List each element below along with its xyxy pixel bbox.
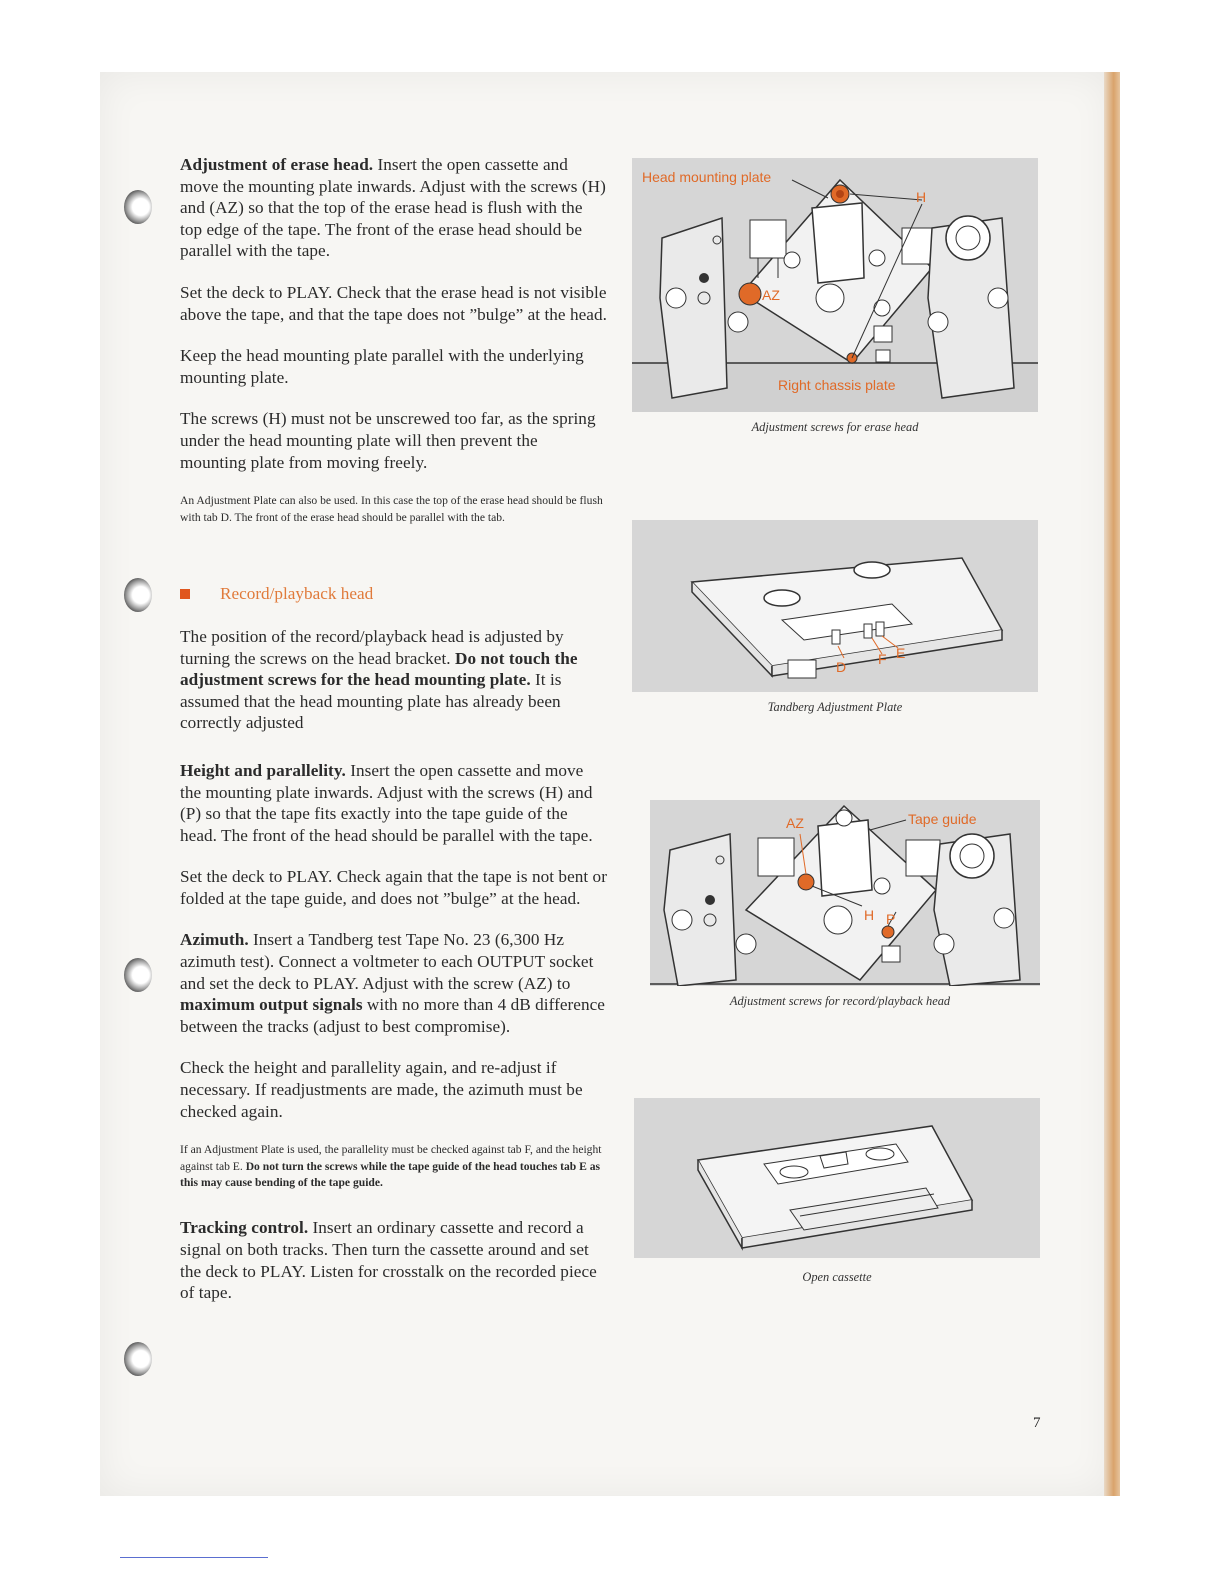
fig3-caption: Adjustment screws for record/playback head (729, 994, 951, 1008)
azimuth-paragraph: Azimuth. Insert a Tandberg test Tape No. 23 (6,300 Hz azimuth test). Connect a voltmeter to each OUTPUT socket and set the deck to PLAY. Adjust with the screw (AZ) to maximum output signals with no more than 4 dB difference between the tracks (adjust to best compromise). (180, 930, 605, 1036)
adjustment-plate-figure (632, 520, 1038, 692)
binder-hole (124, 578, 152, 612)
plate-note: An Adjustment Plate can also be used. In this case the top of the erase head should be flush with tab D. The front of the erase head should be parallel with the tab. (180, 494, 603, 524)
record-head-figure (650, 800, 1040, 986)
fig4-caption: Open cassette (802, 1270, 872, 1284)
bullet-square-icon (180, 589, 190, 599)
section-heading: Record/playback head (180, 584, 608, 604)
label-f: F (878, 651, 887, 667)
text-column (180, 154, 608, 1324)
binder-hole (124, 958, 152, 992)
play-check-paragraph: Set the deck to PLAY. Check that the erase head is not visible above the tape, and that the tape does not ”bulge” at the head. (180, 282, 607, 324)
erase-adjust-paragraph: Adjustment of erase head. Insert the open cassette and move the mounting plate inwards. Adjust with the screws (H) and (AZ) so that the top of the erase head is flush with the top edge of the tape. The front of the erase head should be parallel with the tape. (180, 155, 606, 261)
page-number: 7 (1033, 1415, 1041, 1431)
open-cassette-figure (634, 1098, 1040, 1258)
label-right-chassis-plate: Right chassis plate (778, 377, 896, 393)
binder-hole (124, 190, 152, 224)
tracking-paragraph: Tracking control. Insert an ordinary cassette and record a signal on both tracks. Then turn the cassette around and set the deck to PLAY. Listen for crosstalk on the recorded piece of tape. (180, 1218, 597, 1303)
screws-warning-paragraph: The screws (H) must not be unscrewed too far, as the spring under the head mounting plate will then prevent the mounting plate from moving freely. (180, 409, 596, 472)
page-edge (1104, 72, 1120, 1496)
plate-note2: If an Adjustment Plate is used, the parallelity must be checked against tab F, and the height against tab E. Do not turn the screws while the tape guide of the head touches tab E as this may cause bending of the tape guide. (180, 1143, 602, 1190)
label-e: E (896, 645, 906, 661)
label-az: AZ (786, 815, 804, 831)
label-head-mounting-plate: Head mounting plate (642, 169, 772, 185)
erase-head-figure (632, 158, 1038, 412)
play-check2-paragraph: Set the deck to PLAY. Check again that the tape is not bent or folded at the tape guide, and does not ”bulge” at the head. (180, 867, 607, 908)
label-h: H (916, 189, 927, 205)
fig1-caption: Adjustment screws for erase head (751, 420, 919, 434)
label-h: H (864, 907, 875, 923)
record-intro-paragraph: The position of the record/playback head is adjusted by turning the screws on the head bracket. Do not touch the adjustment screws for the head mounting plate. It is assumed that the head mounting plate has already been correctly adjusted (180, 626, 578, 733)
height-paragraph: Height and parallelity. Insert the open cassette and move the mounting plate inwards. Adjust with the screws (H) and (P) so that the tape fits exactly into the tape guide of the head. The front of the head should be parallel with the tape. (180, 760, 593, 845)
scan-line (120, 1557, 268, 1558)
label-p: P (886, 911, 896, 927)
binder-hole (124, 1342, 152, 1376)
recheck-paragraph: Check the height and parallelity again, and re-adjust if necessary. If readjustments are made, the azimuth must be checked again. (180, 1058, 583, 1121)
fig2-caption: Tandberg Adjustment Plate (767, 700, 903, 714)
keep-parallel-paragraph: Keep the head mounting plate parallel with the underlying mounting plate. (180, 346, 584, 387)
label-tape-guide: Tape guide (908, 811, 977, 827)
label-az: AZ (762, 287, 780, 303)
label-d: D (836, 659, 847, 675)
